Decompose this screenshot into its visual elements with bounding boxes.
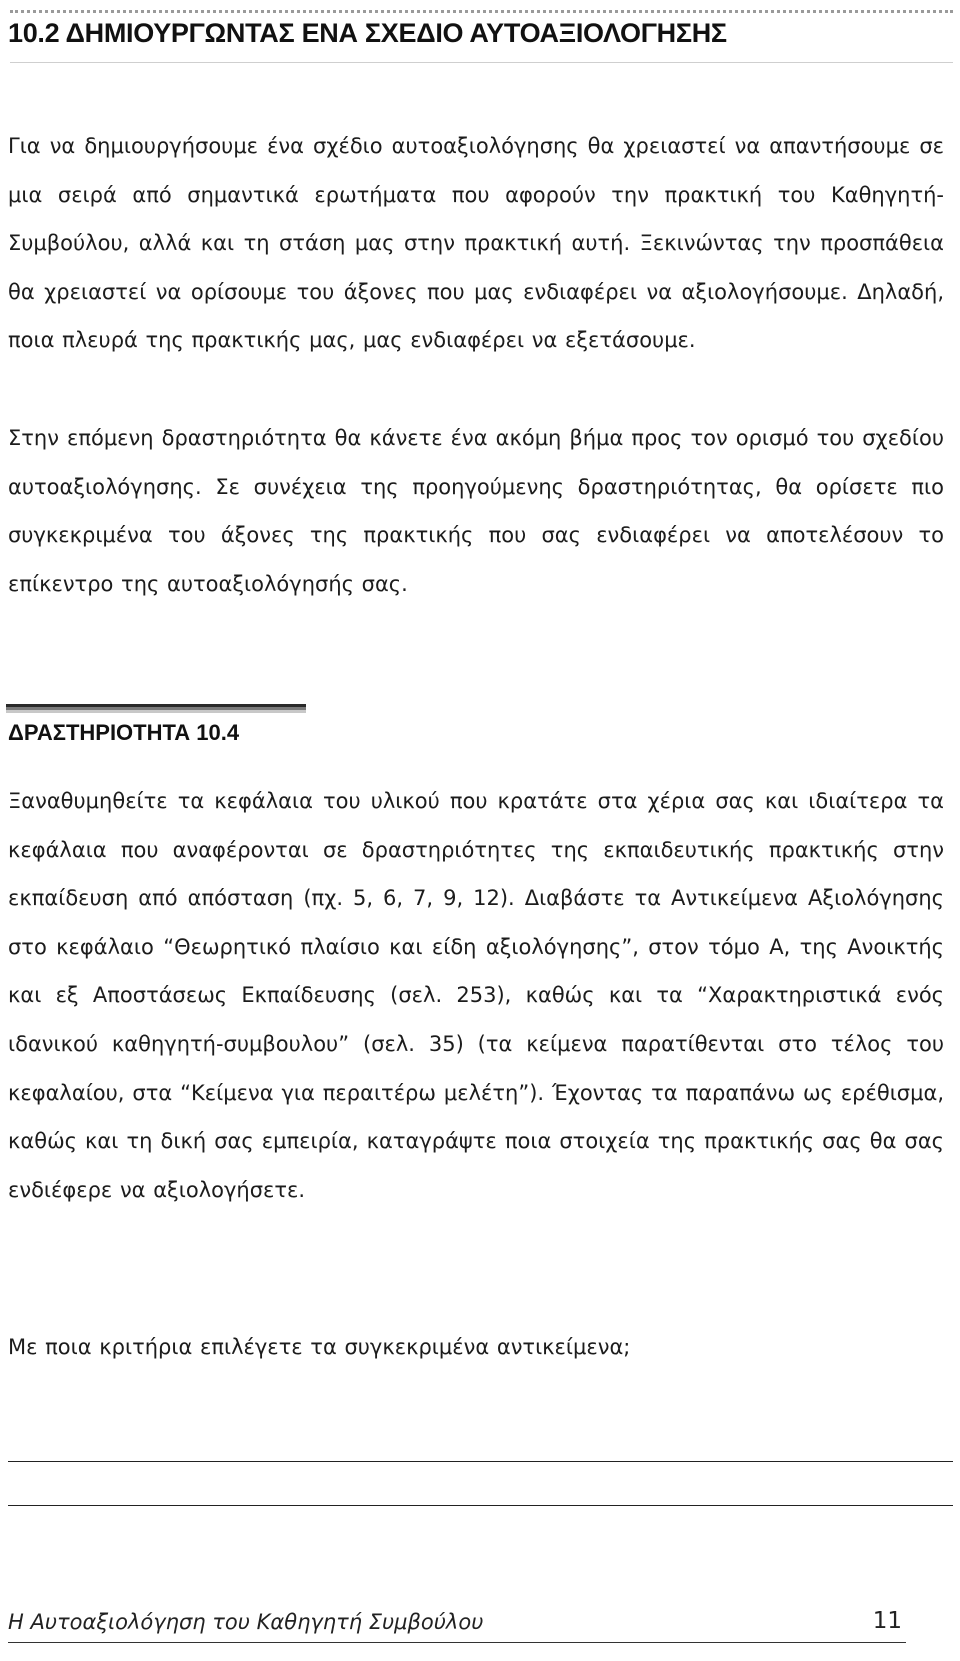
activity-question: Με ποια κριτήρια επιλέγετε τα συγκεκριμένα αντικείμενα; bbox=[8, 1335, 631, 1359]
section-header bbox=[8, 10, 953, 58]
activity-divider-bar bbox=[6, 704, 306, 713]
intro-paragraph: Για να δημιουργήσουμε ένα σχέδιο αυτοαξιολόγησης θα χρειαστεί να απαντήσουμε σε μια σειρά από σημαντικά ερωτήματα που αφορούν την πρακτική του Καθηγητή-Συμβούλου, αλλά και τη στάση μας στην πρακτική αυτή. Ξεκινώντας την προσπάθεια θα χρειαστεί να ορίσουμε του άξονες που μας ενδιαφέρει να αξιολογήσουμε. Δηλαδή, ποια πλευρά της πρακτικής μας, μας ενδιαφέρει να εξετάσουμε. bbox=[8, 134, 944, 353]
activity-title: ΔΡΑΣΤΗΡΙΟΤΗΤΑ 10.4 bbox=[8, 720, 240, 745]
page-number: 11 bbox=[872, 1608, 902, 1634]
footer-document-title: Η Αυτοαξιολόγηση του Καθηγητή Συμβούλου bbox=[8, 1610, 484, 1634]
page-footer bbox=[8, 1602, 906, 1643]
next-activity-paragraph: Στην επόμενη δραστηριότητα θα κάνετε ένα ακόμη βήμα προς τον ορισμό του σχεδίου αυτοαξιολόγησης. Σε συνέχεια της προηγούμενης δραστηριότητας, θα ορίσετε πιο συγκεκριμένα του άξονες της πρακτικής που σας ενδιαφέρει να αποτελέσουν το επίκεντρο της αυτοαξιολόγησής σας. bbox=[8, 426, 944, 596]
header-divider bbox=[10, 62, 953, 63]
section-title: 10.2 ΔΗΜΙΟΥΡΓΩΝΤΑΣ ΕΝΑ ΣΧΕΔΙΟ ΑΥΤΟΑΞΙΟΛΟΓΗΣΗΣ bbox=[8, 18, 727, 48]
header-dotted-rule bbox=[10, 10, 953, 13]
answer-line[interactable] bbox=[8, 1461, 953, 1462]
answer-line[interactable] bbox=[8, 1505, 953, 1506]
activity-instructions: Ξαναθυμηθείτε τα κεφάλαια του υλικού που κρατάτε στα χέρια σας και ιδιαίτερα τα κεφάλαια που αναφέρονται σε δραστηριότητες της εκπαιδευτικής πρακτικής στην εκπαίδευση από απόσταση (πχ. 5, 6, 7, 9, 12). Διαβάστε τα Αντικείμενα Αξιολόγησης στο κεφάλαιο “Θεωρητικό πλαίσιο και είδη αξιολόγησης”, στον τόμο Α, της Ανοικτής και εξ Αποστάσεως Εκπαίδευσης (σελ. 253), καθώς και τα “Χαρακτηριστικά ενός ιδανικού καθηγητή-συμβουλου” (σελ. 35) (τα κείμενα παρατίθενται στο τέλος του κεφαλαίου, στα “Κείμενα για περαιτέρω μελέτη”). Έχοντας τα παραπάνω ως ερέθισμα, καθώς και τη δική σας εμπειρία, καταγράψτε ποια στοιχεία της πρακτικής σας θα σας ενδιέφερε να αξιολογήσετε. bbox=[8, 789, 944, 1202]
